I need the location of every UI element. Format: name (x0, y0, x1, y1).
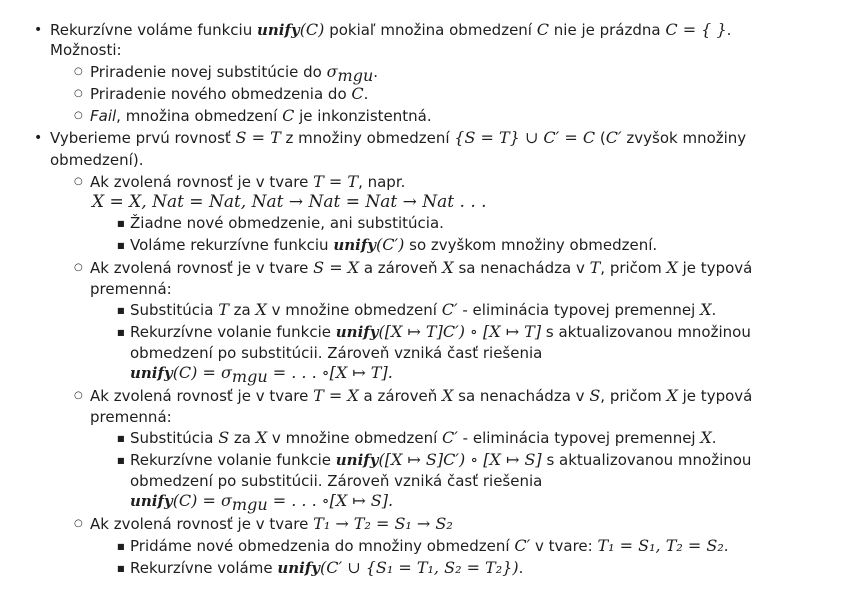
sub-sub-bullet-line: ■ Žiadne nové obmedzenie, ani substitúcia. (130, 213, 444, 233)
text-line: obmedzení po substitúcii. Zároveň vzniká časť riešenia (130, 472, 543, 490)
text-line: Možnosti: (50, 41, 122, 59)
text-line: obmedzení po substitúcii. Zároveň vzniká časť riešenia (130, 344, 543, 362)
sub-sub-bullet-line: ■ Voláme rekurzívne funkciu unify(C′) so zvyškom množiny obmedzení. (130, 235, 657, 255)
sub-bullet-line: ○ Priradenie nového obmedzenia do C. (90, 84, 368, 104)
sub-bullet-line: ○ Ak zvolená rovnosť je v tvare T = X a zároveň X sa nenachádza v S, pričom X je typová (90, 386, 752, 406)
sub-sub-bullet-line: ■ Substitúcia S za X v množine obmedzení C′ - eliminácia typovej premennej X. (130, 428, 717, 448)
sub-bullet-line: ○ Priradenie novej substitúcie do $\sigma_{mgu}$. (90, 62, 378, 86)
sub-sub-bullet-line: ■ Substitúcia T za X v množine obmedzení C′ - eliminácia typovej premennej X. (130, 300, 716, 320)
sub-sub-bullet-line: ■ Rekurzívne volanie funkcie unify([X ↦ S]C′) ∘ [X ↦ S] s aktualizovanou množinou (130, 450, 751, 470)
sub-sub-bullet-line: ■ Pridáme nové obmedzenia do množiny obmedzení C′ v tvare: T₁ = S₁, T₂ = S₂. (130, 536, 729, 556)
sub-bullet-line: ○ Ak zvolená rovnosť je v tvare T₁ → T₂ = S₁ → S₂ (90, 514, 453, 534)
bullet-line: • Vyberieme prvú rovnosť S = T z množiny obmedzení {S = T} ∪ C′ = C (C′ zvyšok množiny (50, 128, 746, 148)
math-line: unify(C) = $\sigma_{mgu}$ = . . . ∘[X ↦ T]. (130, 363, 393, 386)
text-line: obmedzení). (50, 151, 144, 169)
sub-sub-bullet-line: ■ Rekurzívne voláme unify(C′ ∪ {S₁ = T₁, S₂ = T₂}). (130, 558, 523, 578)
math-line: unify(C) = $\sigma_{mgu}$ = . . . ∘[X ↦ S]. (130, 491, 394, 514)
sub-bullet-line: ○ Ak zvolená rovnosť je v tvare T = T, napr. (90, 172, 405, 192)
text-line: premenná: (90, 408, 172, 426)
bullet-line: • Rekurzívne voláme funkciu unify(C) pokiaľ množina obmedzení C nie je prázdna C = { }. (50, 20, 731, 40)
sub-sub-bullet-line: ■ Rekurzívne volanie funkcie unify([X ↦ T]C′) ∘ [X ↦ T] s aktualizovanou množinou (130, 322, 751, 342)
math-line: X = X, Nat = Nat, Nat → Nat = Nat → Nat . . . (92, 192, 487, 212)
sub-bullet-line: ○ Fail, množina obmedzení C je inkonzistentná. (90, 106, 432, 126)
sub-bullet-line: ○ Ak zvolená rovnosť je v tvare S = X a zároveň X sa nenachádza v T, pričom X je typová (90, 258, 752, 278)
text-line: premenná: (90, 280, 172, 298)
